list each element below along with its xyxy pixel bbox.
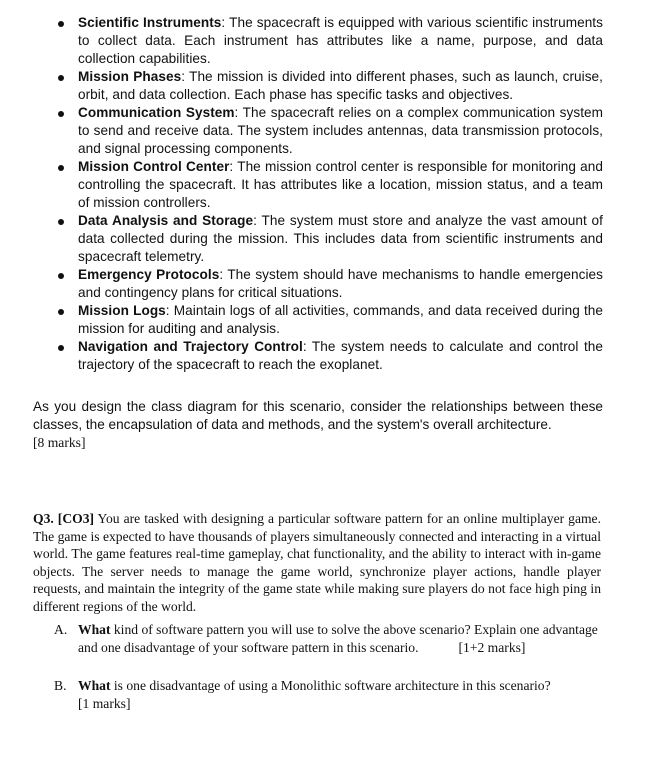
design-paragraph xyxy=(33,398,603,452)
part-body xyxy=(78,621,598,656)
bullet-dot xyxy=(58,345,64,351)
marks-label: [1 marks] xyxy=(78,695,131,711)
list-item xyxy=(0,212,603,266)
bullet-dot xyxy=(58,75,64,81)
list-item-term: Emergency Protocols xyxy=(78,267,220,282)
marks-label: [8 marks] xyxy=(33,435,86,450)
list-item xyxy=(0,14,603,68)
question-3 xyxy=(33,510,601,615)
list-item xyxy=(0,158,603,212)
bullet-dot xyxy=(58,309,64,315)
bullet-dot xyxy=(58,219,64,225)
list-item-text: : The spacecraft is equipped with various scientific instruments to collect data. Each instrument has attributes like a name, purpose, and data collection capabilities. xyxy=(78,15,603,66)
list-item-term: Mission Control Center xyxy=(78,159,230,174)
question-part-b xyxy=(54,677,614,713)
part-letter: A. xyxy=(54,622,68,637)
part-body xyxy=(78,677,598,712)
marks-label: [1+2 marks] xyxy=(458,639,526,655)
list-item-term: Mission Logs xyxy=(78,303,166,318)
bullet-dot xyxy=(58,21,64,27)
design-paragraph-text: As you design the class diagram for this scenario, consider the relationships between these classes, the encapsulation of data and methods, and the system's overall architecture. xyxy=(33,399,603,432)
bullet-dot xyxy=(58,165,64,171)
question-text: You are tasked with designing a particular software pattern for an online multiplayer game. The game is expected to have thousands of players simultaneously connected and interacting in a virtual world. The game features real-time gameplay, chat functionality, and the ability to interact with in-game objects. The server needs to manage the game world, synchronize player actions, handle player requests, and maintain the integrity of the game state while making sure players do not face high ping in different regions of the world. xyxy=(33,511,601,614)
list-item-term: Scientific Instruments xyxy=(78,15,222,30)
list-item xyxy=(0,68,603,104)
part-bold-word: What xyxy=(78,622,111,637)
list-item xyxy=(0,302,603,338)
list-item-term: Data Analysis and Storage xyxy=(78,213,254,228)
question-part-a xyxy=(54,621,614,657)
list-item-text: : The system should have mechanisms to handle emergencies and contingency plans for critical situations. xyxy=(78,267,603,300)
requirements-list xyxy=(0,14,671,374)
list-item-text: : The mission control center is responsible for monitoring and controlling the spacecraft. It has attributes like a location, mission status, and a team of mission controllers. xyxy=(78,159,603,210)
list-item-term: Mission Phases xyxy=(78,69,182,84)
list-item-text: : The system needs to calculate and control the trajectory of the spacecraft to reach the exoplanet. xyxy=(78,339,603,372)
list-item-text: : The system must store and analyze the vast amount of data collected during the mission. This includes data from scientific instruments and spacecraft telemetry. xyxy=(78,213,603,264)
bullet-dot xyxy=(58,273,64,279)
list-item xyxy=(0,338,603,374)
part-text: is one disadvantage of using a Monolithic software architecture in this scenario? xyxy=(110,678,551,693)
list-item xyxy=(0,266,603,302)
list-item-term: Navigation and Trajectory Control xyxy=(78,339,303,354)
part-letter: B. xyxy=(54,678,67,693)
part-text: kind of software pattern you will use to solve the above scenario? Explain one advantage and one disadvantage of your software pattern in this scenario. xyxy=(78,622,598,655)
list-item xyxy=(0,104,603,158)
list-item-text: : The spacecraft relies on a complex communication system to send and receive data. The system includes antennas, data transmission protocols, and signal processing components. xyxy=(78,105,604,156)
list-item-term: Communication System xyxy=(78,105,235,120)
bullet-dot xyxy=(58,111,64,117)
list-item-text: : Maintain logs of all activities, commands, and data received during the mission for auditing and analysis. xyxy=(78,303,604,336)
list-item-text: : The mission is divided into different phases, such as launch, cruise, orbit, and data collection. Each phase has specific tasks and objectives. xyxy=(78,69,603,102)
question-label: Q3. [CO3] xyxy=(33,511,95,526)
part-bold-word: What xyxy=(78,678,111,693)
